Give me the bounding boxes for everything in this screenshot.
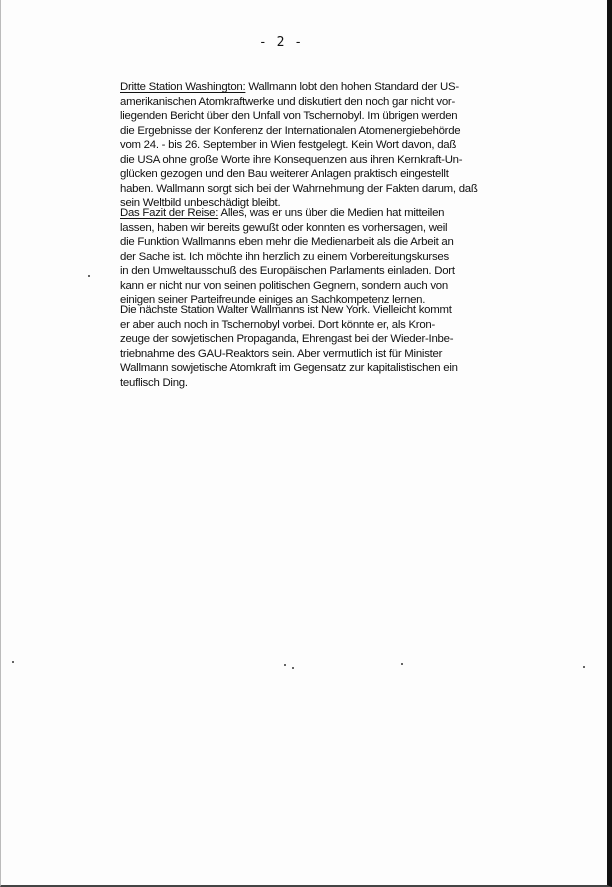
paragraph-line: triebnahme des GAU-Reaktors sein. Aber vermutlich ist für Minister [120, 347, 443, 360]
paragraph-line [120, 80, 550, 95]
scan-speck [292, 667, 294, 669]
paragraph-new-york [120, 303, 550, 390]
paragraph-line: zeuge der sowjetischen Propaganda, Ehrengast bei der Wieder-Inbe- [120, 333, 454, 345]
paragraph-line: die Funktion Wallmanns eben mehr die Medienarbeit als die Arbeit an [120, 236, 454, 248]
paragraph-line-text: Alles, was er uns über die Medien hat mitteilen [218, 207, 445, 219]
paragraph-line: er aber auch noch in Tschernobyl vorbei. Dort könnte er, als Kron- [120, 318, 436, 331]
paragraph-line: die USA ohne große Worte ihre Konsequenzen aus ihren Kernkraft-Un- [120, 153, 463, 166]
paragraph-line: Wallmann sowjetische Atomkraft im Gegensatz zur kapitalistischen ein [120, 362, 458, 374]
scan-speck [284, 664, 286, 666]
scan-speck [401, 663, 403, 665]
paragraph-line: einigen seiner Parteifreunde einiges an Sachkompetenz lernen. [120, 294, 426, 306]
paragraph-fazit [120, 206, 550, 308]
paragraph-line: der Sache ist. Ich möchte ihn herzlich zu einem Vorbereitungskurses [120, 250, 449, 263]
paragraph-heading: Das Fazit der Reise: [120, 207, 219, 219]
scan-speck [12, 661, 14, 663]
paragraph-heading: Dritte Station Washington: [120, 81, 246, 93]
paragraph-line: glücken gezogen und den Bau weiterer Anlagen praktisch eingestellt [120, 168, 449, 180]
scan-speck [88, 275, 90, 277]
scan-speck [583, 666, 585, 668]
paragraph-line [120, 206, 550, 221]
paragraph-washington [120, 80, 550, 211]
paragraph-line: liegenden Bericht über den Unfall von Tschernobyl. Im übrigen werden [120, 110, 458, 122]
paragraph-line: amerikanischen Atomkraftwerke und diskutiert den noch gar nicht vor- [120, 95, 456, 108]
paragraph-line: teuflisch Ding. [120, 376, 188, 389]
paragraph-line: die Ergebnisse der Konferenz der Internationalen Atomenergiebehörde [120, 124, 461, 137]
paragraph-line: vom 24. - bis 26. September in Wien festgelegt. Kein Wort davon, daß [120, 139, 457, 151]
page-number: - 2 - [258, 35, 304, 50]
paragraph-line: in den Umweltausschuß des Europäischen Parlaments einladen. Dort [120, 265, 455, 277]
paragraph-line: kann er nicht nur von seinen politischen Gegnern, sondern auch von [120, 279, 448, 292]
paragraph-line-text: Wallmann lobt den hohen Standard der US- [245, 81, 459, 93]
paragraph-line: lassen, haben wir bereits gewußt oder konnten es vorhersagen, weil [120, 221, 448, 234]
paragraph-line: haben. Wallmann sorgt sich bei der Wahrnehmung der Fakten darum, daß [120, 182, 478, 195]
paragraph-line: sein Weltbild unbeschädigt bleibt. [120, 197, 281, 209]
paragraph-line: Die nächste Station Walter Wallmanns ist New York. Vielleicht kommt [120, 304, 452, 316]
